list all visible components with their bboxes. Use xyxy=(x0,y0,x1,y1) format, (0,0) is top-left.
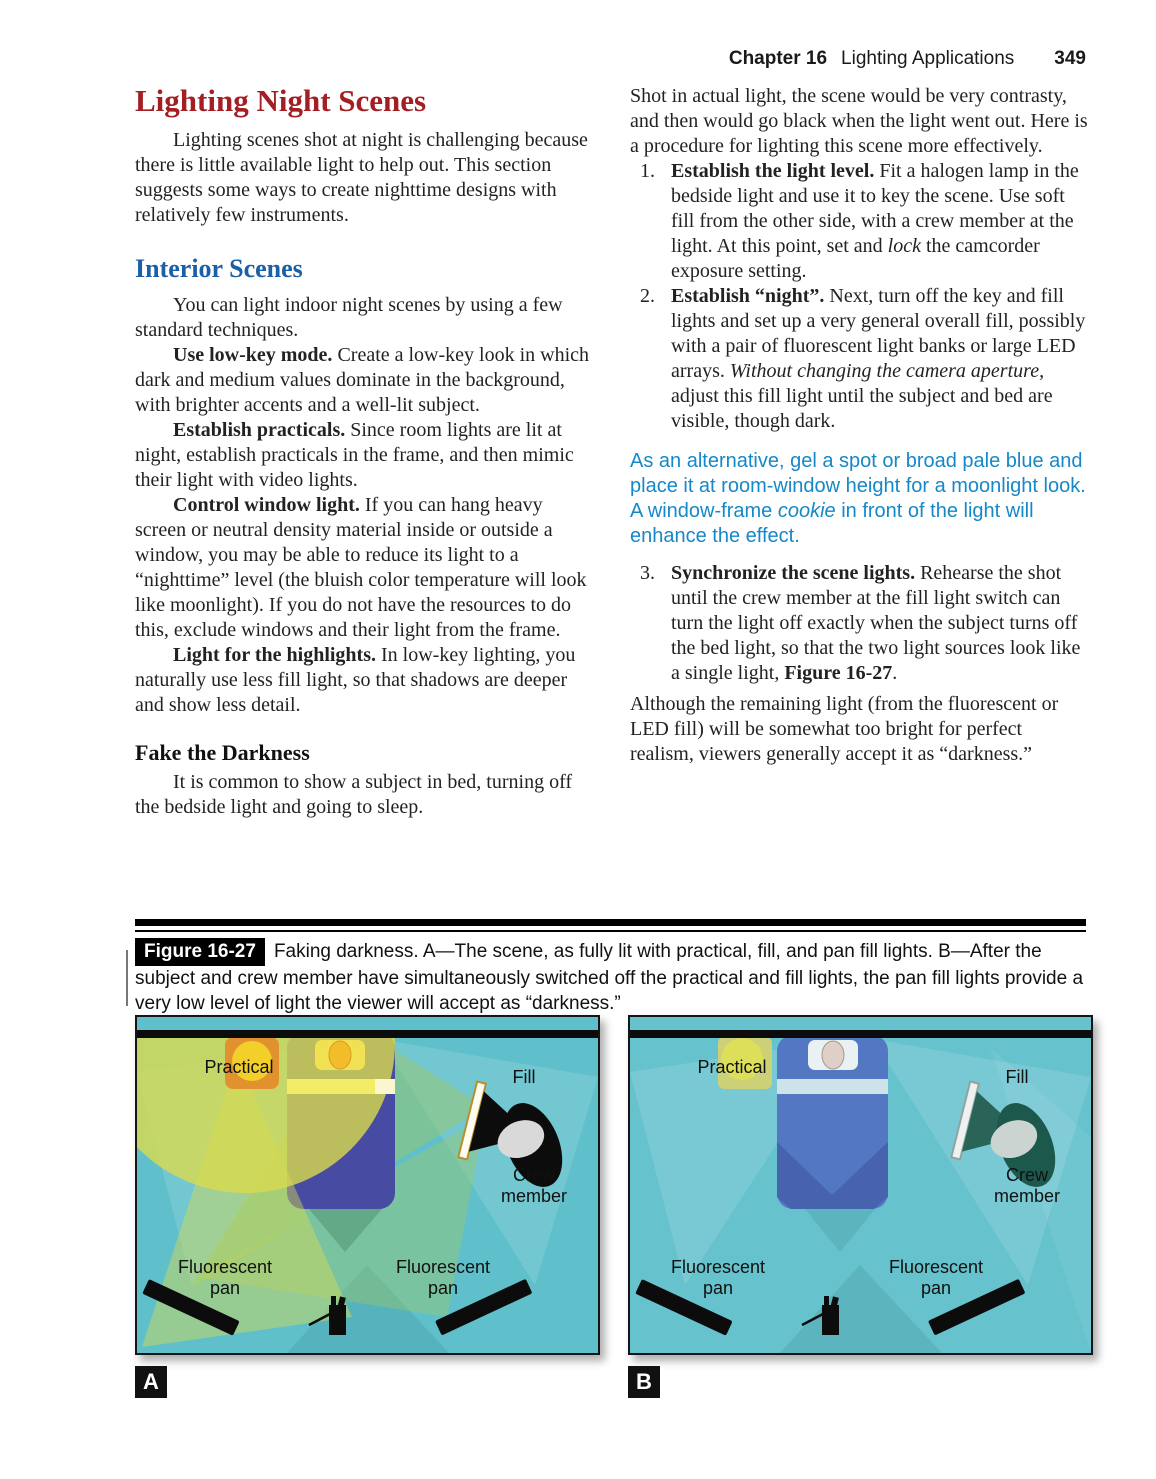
list-item-body: . xyxy=(892,662,898,684)
list-item xyxy=(630,561,1090,686)
list-item xyxy=(630,159,1090,284)
subject-head xyxy=(329,1041,351,1069)
main-heading: Lighting Night Scenes xyxy=(135,83,427,118)
section-title: Lighting Applications xyxy=(841,48,1015,69)
alternative-note xyxy=(630,449,1090,549)
paragraph-body: Since room lights are lit at night, establish practicals in the frame, and then mimic their light with video lights. xyxy=(135,419,574,491)
panel-letter-b: B xyxy=(628,1366,660,1398)
list-item-body: Next, turn off the key and fill lights and set up a very general overall fill, possibly with a pair of fluorescent light banks or large LED arrays. xyxy=(671,285,1086,382)
fluorescent-pan-label: Fluorescent pan xyxy=(395,1257,491,1298)
paragraph: You can light indoor night scenes by using a few standard techniques. xyxy=(135,294,563,341)
subject-head xyxy=(822,1041,844,1069)
paragraph-lead: Establish practicals. xyxy=(173,419,346,441)
wall-strip xyxy=(630,1017,1091,1030)
diagram-panel-b xyxy=(628,1015,1093,1355)
paragraph xyxy=(135,643,598,718)
wall-strip xyxy=(137,1017,598,1030)
intro-paragraph: Lighting scenes shot at night is challenging because there is little available light to help out. This section suggests some ways to create nighttime designs with relatively few instruments. xyxy=(135,129,588,226)
list-item-lead: Synchronize the scene lights. xyxy=(671,562,916,584)
figure-divider-thick-rule xyxy=(135,919,1086,926)
wall-bar xyxy=(630,1030,1091,1038)
list-item xyxy=(630,284,1090,434)
chapter-label: Chapter 16 xyxy=(728,48,828,69)
fill-label: Fill xyxy=(512,1067,536,1087)
left-column xyxy=(135,84,598,820)
italic-term: lock xyxy=(887,235,921,257)
wall-bar xyxy=(137,1030,598,1038)
paragraph-body: Create a low-key look in which dark and medium values dominate in the background, with brighter accents and a well-lit subject. xyxy=(135,344,590,416)
figure-number-badge: Figure 16-27 xyxy=(135,938,265,966)
paragraph: It is common to show a subject in bed, turning off the bedside light and going to sleep. xyxy=(135,771,573,818)
paragraph: Shot in actual light, the scene would be very contrasty, and then would go black when the light went out. Here is a procedure for lighting this scene more effectively. xyxy=(630,85,1088,157)
list-item-body: Rehearse the shot until the crew member at the fill light switch can turn the light off exactly when the subject turns off the bed light, so that the two light sources look like a single light, xyxy=(671,562,1081,684)
list-item-lead: Establish the light level. xyxy=(671,160,875,182)
fluorescent-pan-label: Fluorescent pan xyxy=(177,1257,273,1298)
paragraph-body: If you can hang heavy screen or neutral density material inside or outside a window, you may be able to reduce its light to a “nighttime” level (the bluish color temperature will look like moonlight). If you do not have the resources to do this, exclude windows and their light from the frame. xyxy=(135,494,587,641)
list-number: 1. xyxy=(640,160,655,182)
list-number: 2. xyxy=(640,285,655,307)
paragraph: Although the remaining light (from the fluorescent or LED fill) will be somewhat too bright for perfect realism, viewers generally accept it as “darkness.” xyxy=(630,693,1059,765)
figure-caption xyxy=(135,938,1090,1016)
subheading-interior-scenes: Interior Scenes xyxy=(135,254,303,283)
page-number: 349 xyxy=(1054,48,1086,69)
italic-term: cookie xyxy=(777,500,836,522)
figure-caption-text: Faking darkness. A—The scene, as fully lit with practical, fill, and pan fill lights. B—After the subject and crew member have simultaneously switched off the practical and fill lights, the pan fill lights provide a very low level of light the viewer will accept as “darkness.” xyxy=(135,941,1084,1014)
crew-member-label: Crew member xyxy=(993,1165,1060,1206)
fill-label: Fill xyxy=(1005,1067,1029,1087)
practical-label: Practical xyxy=(697,1057,767,1077)
paragraph-lead: Use low-key mode. xyxy=(173,344,333,366)
panel-letter-a: A xyxy=(135,1366,167,1398)
right-column xyxy=(630,84,1090,767)
practical-label: Practical xyxy=(204,1057,274,1077)
fluorescent-pan-label: Fluorescent pan xyxy=(888,1257,984,1298)
list-number: 3. xyxy=(640,562,655,584)
blanket-band-highlight xyxy=(375,1079,395,1094)
note-text: in front of the light will enhance the effect. xyxy=(630,500,1034,547)
paragraph xyxy=(135,418,598,493)
list-item-body: adjust this fill light until the subject and bed are visible, though dark. xyxy=(671,385,1053,432)
caption-margin-tick xyxy=(126,950,128,1006)
italic-phrase: Without changing the camera aperture, xyxy=(729,360,1045,382)
note-text: As an alternative, gel a spot or broad pale blue and place it at room-window height for a moonlight look. A window-frame xyxy=(630,450,1086,522)
subheading-fake-the-darkness: Fake the Darkness xyxy=(135,740,310,765)
list-item-body: Fit a halogen lamp in the bedside light and use it to key the scene. Use soft fill from the other side, with a crew member at the light. At this point, set and xyxy=(671,160,1079,257)
paragraph-body: In low-key lighting, you naturally use less fill light, so that shadows are deeper and show less detail. xyxy=(135,644,576,716)
paragraph xyxy=(135,493,598,643)
figure-reference: Figure 16-27 xyxy=(784,662,893,684)
list-item-body: the camcorder exposure setting. xyxy=(671,235,1040,282)
figure-divider-thin-rule xyxy=(135,930,1086,932)
paragraph xyxy=(135,343,598,418)
paragraph-lead: Control window light. xyxy=(173,494,360,516)
paragraph-lead: Light for the highlights. xyxy=(173,644,376,666)
running-header xyxy=(560,48,1086,70)
fluorescent-pan-label: Fluorescent pan xyxy=(670,1257,766,1298)
blanket-band xyxy=(777,1079,888,1094)
crew-member-label: Crew member xyxy=(500,1165,567,1206)
list-item-lead: Establish “night”. xyxy=(671,285,825,307)
diagram-panel-a xyxy=(135,1015,600,1355)
